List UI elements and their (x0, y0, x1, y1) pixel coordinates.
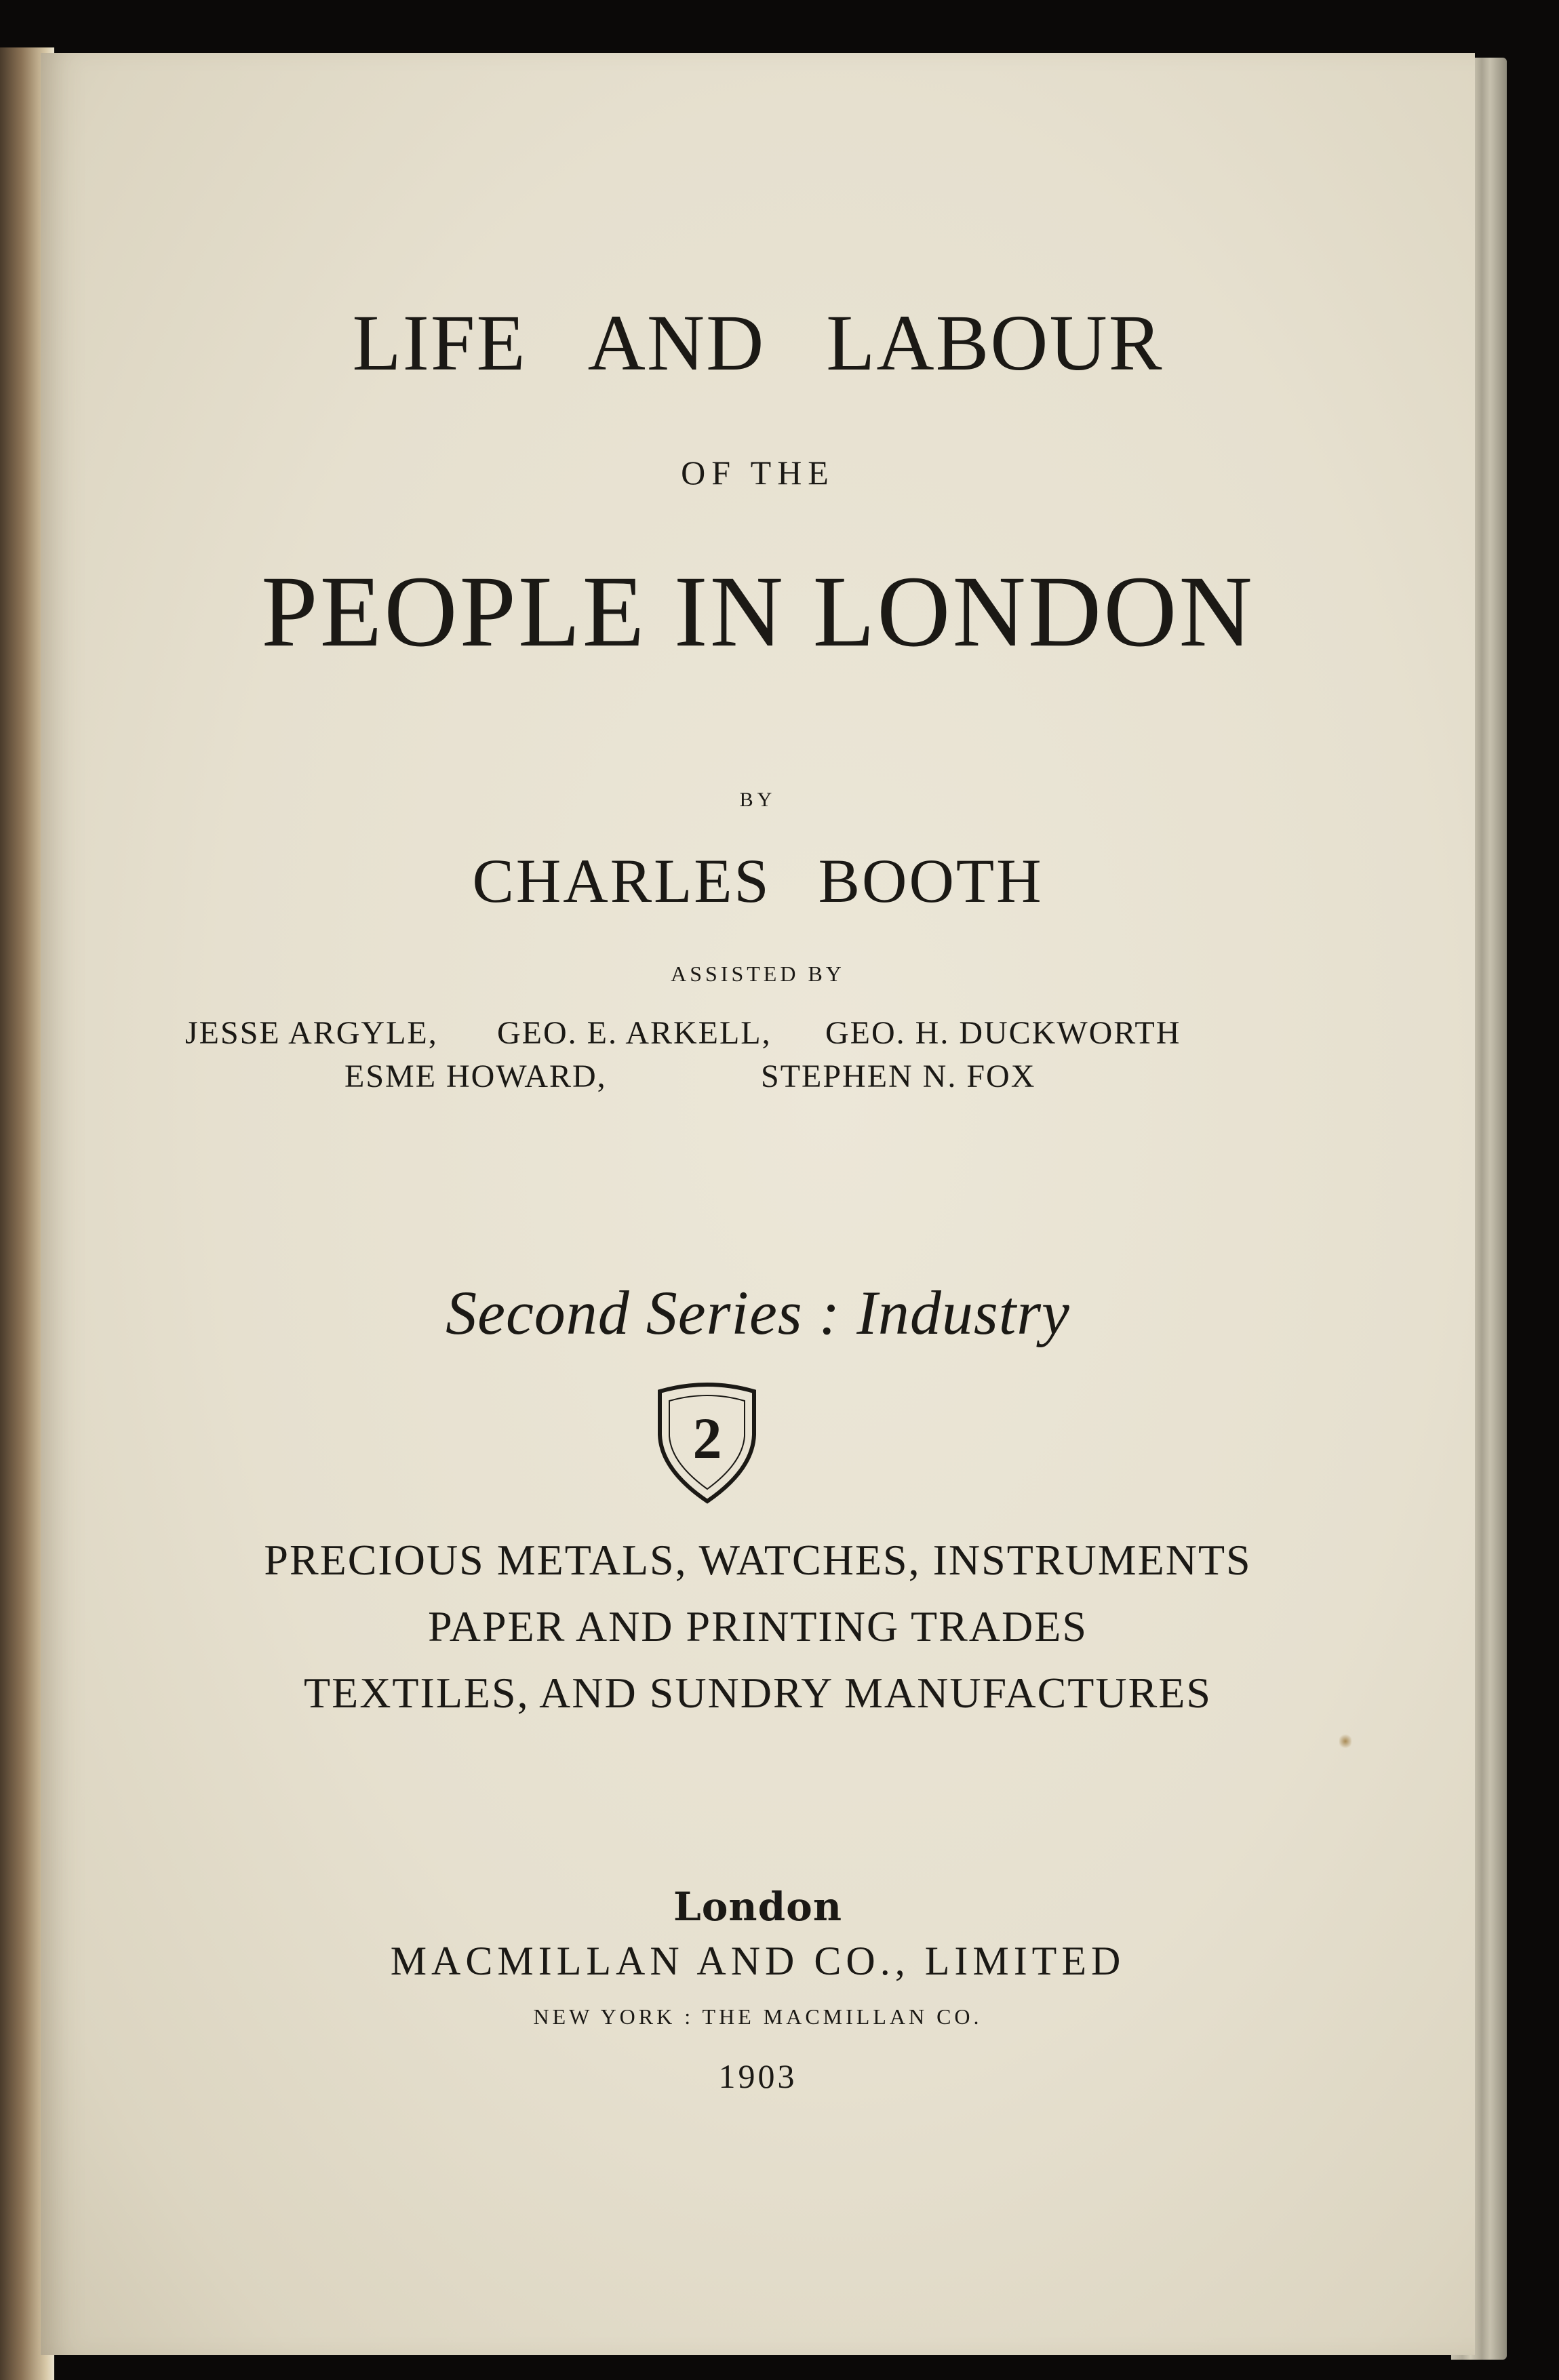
shield-icon (654, 1382, 759, 1504)
series-title: Second Series : Industry (446, 1278, 1070, 1347)
title-word-and: AND (587, 298, 766, 387)
assisted-by-label: ASSISTED BY (671, 961, 845, 986)
assistant-name: ESME HOWARD, (344, 1058, 607, 1094)
subject-line: TEXTILES, AND SUNDRY MANUFACTURES (304, 1669, 1212, 1717)
volume-number: 2 (692, 1406, 722, 1471)
title-page (41, 53, 1475, 2355)
assistant-name: JESSE ARGYLE, (185, 1015, 438, 1051)
title-word-labour: LABOUR (826, 298, 1164, 387)
title-line-1 (41, 297, 1475, 389)
subject-line: PRECIOUS METALS, WATCHES, INSTRUMENTS (264, 1536, 1252, 1584)
assistant-name: GEO. E. ARKELL, (497, 1015, 772, 1051)
paper-stain (1339, 1733, 1351, 1749)
publisher: MACMILLAN AND CO., LIMITED (390, 1939, 1126, 1983)
title-line-2: OF THE (681, 454, 835, 492)
title-line-3: PEOPLE IN LONDON (261, 555, 1255, 668)
subject-line: PAPER AND PRINTING TRADES (428, 1602, 1088, 1650)
author-last-name: BOOTH (818, 846, 1044, 915)
assistant-name: STEPHEN N. FOX (761, 1058, 1036, 1094)
by-label: BY (739, 789, 776, 811)
co-publisher: NEW YORK : THE MACMILLAN CO. (533, 2004, 983, 2029)
publication-year: 1903 (718, 2057, 797, 2095)
author-name (41, 845, 1475, 917)
author-first-name: CHARLES (472, 846, 771, 915)
assistant-name: GEO. H. DUCKWORTH (825, 1015, 1181, 1051)
title-word-life: LIFE (352, 298, 527, 387)
publication-place: London (673, 1884, 843, 1930)
